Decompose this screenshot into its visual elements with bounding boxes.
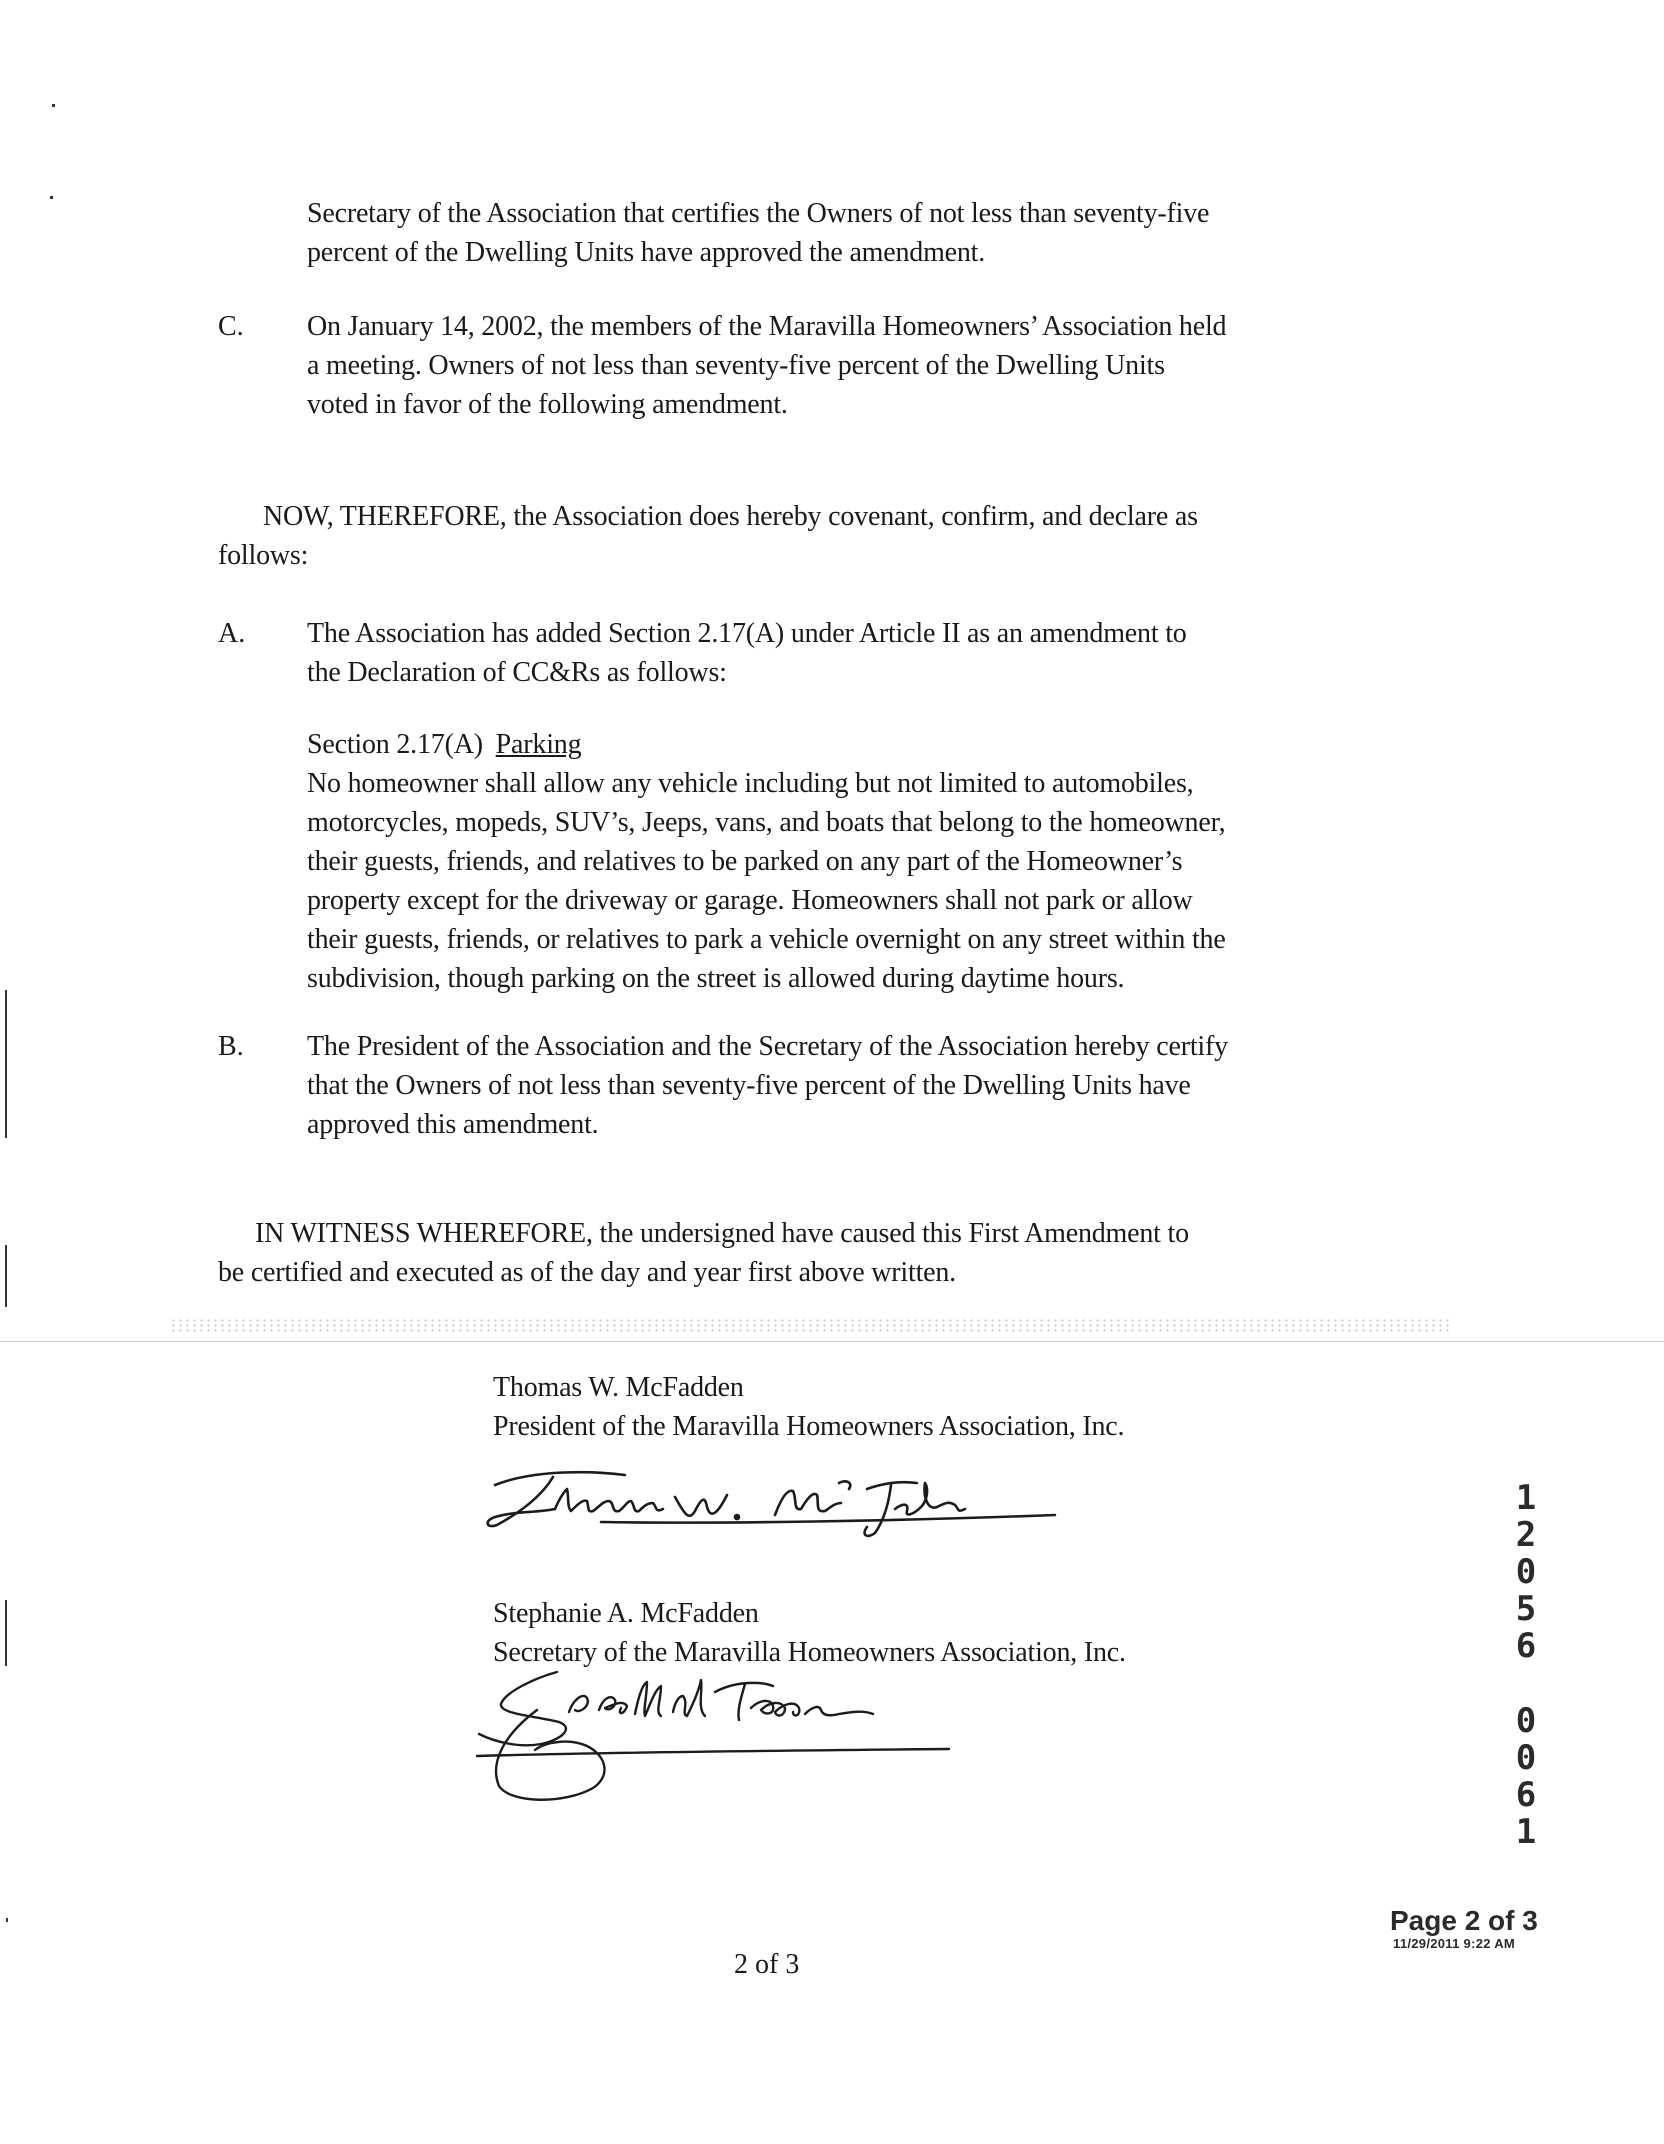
stamp-digit: 0 xyxy=(1515,1701,1537,1741)
stamp-digit: 1 xyxy=(1515,1812,1537,1852)
page-number: 2 of 3 xyxy=(734,1949,800,1980)
president-name: Thomas W. McFadden xyxy=(493,1372,744,1403)
text-line: a meeting. Owners of not less than seventy-five percent of the Dwelling Units xyxy=(307,350,1165,381)
witness-paragraph xyxy=(218,1214,1189,1292)
scan-artifact-band xyxy=(170,1318,1450,1332)
stamp-digit: 0 xyxy=(1515,1552,1537,1592)
text-line: the Declaration of CC&Rs as follows: xyxy=(307,657,727,688)
scan-speck xyxy=(52,104,55,107)
text-line: The President of the Association and the Secretary of the Association hereby certify xyxy=(307,1031,1228,1062)
text-line: their guests, friends, or relatives to park a vehicle overnight on any street within the xyxy=(307,924,1226,955)
president-title: President of the Maravilla Homeowners Association, Inc. xyxy=(493,1411,1125,1442)
president-signature xyxy=(475,1455,1075,1555)
text-line: their guests, friends, and relatives to be parked on any part of the Homeowner’s xyxy=(307,846,1183,877)
scan-rule-line xyxy=(0,1341,1664,1342)
scan-speck xyxy=(6,1918,8,1922)
text-line: property except for the driveway or garage. Homeowners shall not park or allow xyxy=(307,885,1193,916)
section-parking xyxy=(307,725,1226,998)
stamp-digit: 0 xyxy=(1515,1738,1537,1778)
recital-c-paragraph xyxy=(307,307,1226,424)
stamp-digit: 6 xyxy=(1515,1626,1537,1666)
text-line: Secretary of the Association that certifies the Owners of not less than seventy-five xyxy=(307,198,1210,229)
item-a-paragraph xyxy=(307,614,1187,692)
president-block xyxy=(493,1368,1124,1446)
section-heading-line xyxy=(307,725,1226,764)
text-line: that the Owners of not less than seventy-five percent of the Dwelling Units have xyxy=(307,1070,1191,1101)
stamp-digit: 5 xyxy=(1515,1589,1537,1629)
stamp-digit: 6 xyxy=(1515,1775,1537,1815)
text-line: IN WITNESS WHEREFORE, the undersigned have caused this First Amendment to xyxy=(255,1218,1189,1249)
scan-edge-line xyxy=(5,1600,7,1666)
stamp-digit: 1 xyxy=(1515,1478,1537,1518)
item-b-paragraph xyxy=(307,1027,1228,1144)
text-line: NOW, THEREFORE, the Association does hereby covenant, confirm, and declare as xyxy=(263,501,1198,532)
text-line: motorcycles, mopeds, SUV’s, Jeeps, vans, and boats that belong to the homeowner, xyxy=(307,807,1226,838)
text-line: subdivision, though parking on the street is allowed during daytime hours. xyxy=(307,963,1125,994)
text-line: voted in favor of the following amendment. xyxy=(307,389,788,420)
secretary-signature xyxy=(475,1660,995,1810)
text-line: percent of the Dwelling Units have approved the amendment. xyxy=(307,237,986,268)
text-line: On January 14, 2002, the members of the Maravilla Homeowners’ Association held xyxy=(307,311,1227,342)
secretary-name: Stephanie A. McFadden xyxy=(493,1598,759,1629)
item-b-label: B. xyxy=(218,1031,244,1062)
page-indicator-label: Page 2 of 3 xyxy=(1390,1905,1538,1936)
text-line: be certified and executed as of the day and year first above written. xyxy=(218,1257,956,1288)
secretary-title: Secretary of the Maravilla Homeowners Association, Inc. xyxy=(493,1637,1126,1668)
stamp-digit: 2 xyxy=(1515,1515,1537,1555)
page-timestamp: 11/29/2011 9:22 AM xyxy=(1393,1936,1516,1951)
intro-paragraph xyxy=(307,194,1209,272)
scan-edge-line xyxy=(5,990,7,1138)
recording-number-stamp xyxy=(1506,1480,1546,1851)
page-indicator xyxy=(1390,1906,1538,1952)
stamp-gap xyxy=(1506,1665,1546,1703)
section-number: Section 2.17(A) xyxy=(307,729,483,760)
text-line: No homeowner shall allow any vehicle including but not limited to automobiles, xyxy=(307,768,1194,799)
scan-edge-line xyxy=(5,1245,7,1307)
now-therefore-paragraph xyxy=(218,497,1198,575)
scan-speck xyxy=(50,196,53,199)
text-line: The Association has added Section 2.17(A) under Article II as an amendment to xyxy=(307,618,1187,649)
recital-c-label: C. xyxy=(218,311,244,342)
section-title: Parking xyxy=(495,729,582,760)
text-line: follows: xyxy=(218,540,309,571)
item-a-label: A. xyxy=(218,618,246,649)
text-line: approved this amendment. xyxy=(307,1109,599,1140)
